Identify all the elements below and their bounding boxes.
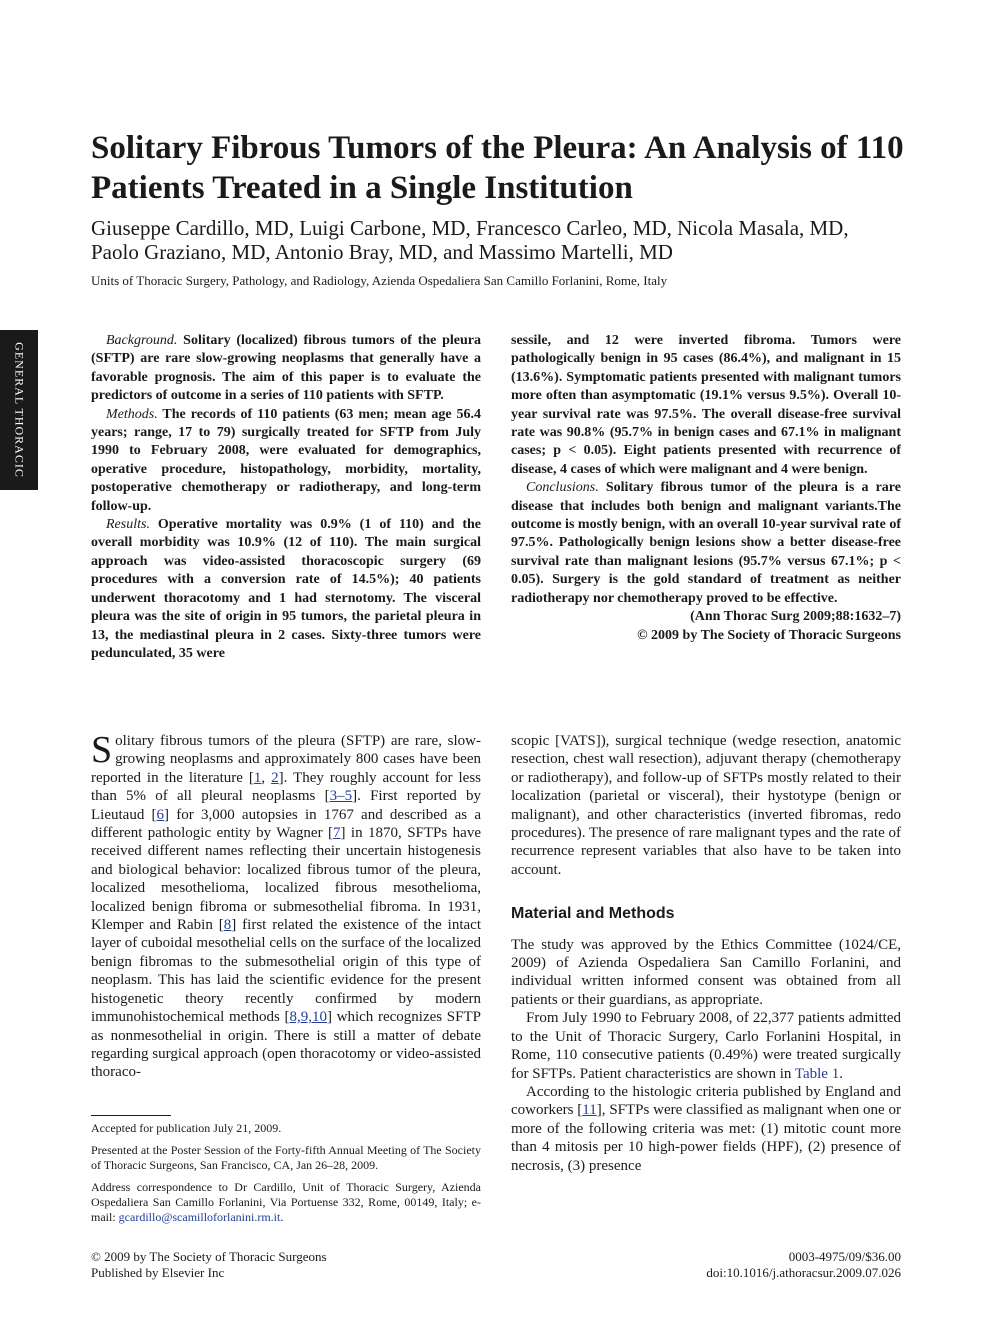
ref-link-8-9-10[interactable]: 8,9,10	[289, 1009, 327, 1026]
section-heading-methods: Material and Methods	[511, 905, 675, 923]
methods-text: The records of 110 patients (63 men; mean age 56.4 years; range, 17 to 79) surgically treated for SFTP from July 1990 to February 2008, were evaluated for demographics, operative procedure, histopathology, morbidity, mortality, postoperative chemotherapy or radiotherapy, and long-term follow-up.	[91, 406, 481, 514]
abstract-copyright: © 2009 by The Society of Thoracic Surgeons	[637, 627, 901, 643]
conclusions-text: Solitary fibrous tumor of the pleura is a rare disease that includes both benign and malignant variants.The outcome is mostly benign, with an overall 10-year survival rate of 97.5%. Pathologically benign lesions show a better disease-free survival rate than malignant lesions (95.7% versus 67.1%; p < 0.05). Surgery is the gold standard of treatment as neither radiotherapy nor chemotherapy proved to be effective.	[511, 480, 901, 606]
intro-paragraph: Solitary fibrous tumors of the pleura (SFTP) are rare, slow-growing neoplasms and approximately 800 cases have been reported in the literature [1, 2]. They roughly account for less than 5% of all pleural neoplasms [3–5]. First reported by Lieutaud [6] for 3,000 autopsies in 1767 and described as a different pathologic entity by Wagner [7] in 1870, SFTPs have received different names reflecting their uncertain histogenesis and biological behavior: localized fibrous tumor of the pleura, localized mesothelioma, localized fibrous mesothelioma, localized benign fibroma or submesothelial fibroma. In 1931, Klemper and Rabin [8] first related the existence of the intact layer of cuboidal mesothelial cells on the surface of the localized benign fibromas to the submesothelial origin of this type of neoplasm. This has laid the scientific evidence for the present histogenetic theory recently confirmed by modern immunohistochemical methods [8,9,10] which recognizes SFTP as nonmesothelial in origin. There is still a matter of debate regarding surgical approach (open thoracotomy or video-assisted thoraco-	[91, 729, 482, 1081]
footnote-accepted: Accepted for publication July 21, 2009.	[91, 1121, 282, 1135]
criteria-text-2: ], SFTPs were classified as malignant when one or more of the following criteria was met: (1) mitotic count more than 4 mitosis per 10 high-power fields (HPF), (2) presence of necrosis, (3) presence	[511, 1102, 901, 1174]
ref-link-11[interactable]: 11	[582, 1102, 597, 1119]
results-label: Results.	[106, 517, 150, 533]
journal-citation: (Ann Thorac Surg 2009;88:1632–7)	[690, 609, 901, 625]
intro-text-1: olitary fibrous tumors of the pleura (SFTP) are rare, slow-growing neoplasms and approximately 800 cases have been reported in the literature [	[91, 733, 481, 786]
abstract-background	[91, 332, 481, 406]
ref-link-1[interactable]: 1	[253, 769, 262, 786]
intro-text-4: ] for 3,000 autopsies in 1767 and described as a different pathologic entity by Wagner [	[91, 806, 481, 842]
patients-text: From July 1990 to February 2008, of 22,377 patients admitted to the Unit of Thoracic Surgery, Carlo Forlanini Hospital, in Rome, 110 consecutive patients (0.49%) were treated surgically for SFTPs. Patient characteristics are shown in	[511, 1010, 901, 1082]
footer-doi[interactable]: doi:10.1016/j.athoracsur.2009.07.026	[706, 1265, 901, 1280]
body-left-column	[91, 729, 482, 1082]
ref-link-3-5[interactable]: 3–5	[329, 788, 353, 805]
criteria-text-1: According to the histologic criteria published by England and coworkers [	[511, 1083, 901, 1119]
abstract-results	[91, 516, 481, 663]
ethics-paragraph: The study was approved by the Ethics Committee (1024/CE, 2009) of Azienda Ospedaliera San Camillo Forlanini, and individual written informed consent was obtained from all patients or their guardians, as appropriate.	[511, 936, 901, 1008]
table-1-link[interactable]: Table 1	[794, 1065, 840, 1082]
footer-publisher: Published by Elsevier Inc	[91, 1265, 225, 1280]
email-link[interactable]: gcardillo@scamilloforlanini.rm.it	[118, 1210, 281, 1224]
results-text: Operative mortality was 0.9% (1 of 110) and the overall morbidity was 10.9% (12 of 110). The main surgical approach was video-assisted thoracoscopic surgery (69 procedures with a conversion rate of 14.5%); 40 patients underwent thoracotomy and 1 had sternotomy. The visceral pleura was the site of origin in 95 tumors, the parietal pleura in 13, the mediastinal pleura in 2 cases. Sixty-three tumors were pedunculated, 35 were	[91, 517, 481, 661]
background-text: Solitary (localized) fibrous tumors of the pleura (SFTP) are rare slow-growing neoplasms that generally have a favorable prognosis. The aim of this paper is to evaluate the predictors of outcome in a series of 110 patients with SFTP.	[91, 333, 481, 404]
affiliation: Units of Thoracic Surgery, Pathology, and Radiology, Azienda Ospedaliera San Camillo Forlanini, Rome, Italy	[91, 273, 668, 288]
authors-line-2: Paolo Graziano, MD, Antonio Bray, MD, and Massimo Martelli, MD	[91, 240, 673, 264]
section-side-tab	[0, 330, 38, 490]
footnote-divider	[91, 1115, 171, 1116]
abstract-methods	[91, 406, 481, 516]
intro-text-6: ] first related the existence of the intact layer of cuboidal mesothelial cells on the surface of the localized benign fibromas to the submesothelial origin of this type of neoplasm. This has laid the scientific evidence for the present histogenetic theory recently confirmed by modern immunohistochemical methods [	[91, 917, 481, 1026]
patients-text-end: .	[839, 1065, 843, 1082]
author-list	[91, 216, 911, 264]
abstract-right-column	[511, 332, 901, 645]
criteria-paragraph	[511, 1083, 901, 1175]
footnote-presented: Presented at the Poster Session of the Forty-fifth Annual Meeting of The Society of Thoracic Surgeons, San Francisco, CA, Jan 26–28, 2009.	[91, 1143, 481, 1172]
side-tab-label: GENERAL THORACIC	[12, 342, 27, 478]
ref-link-8[interactable]: 8	[223, 917, 232, 934]
intro-text-3: ]. First reported by Lieutaud [	[91, 788, 481, 823]
intro-text-2: ]. They roughly account for less than 5% of all pleural neoplasms [	[91, 769, 482, 805]
article-title: Solitary Fibrous Tumors of the Pleura: An Analysis of 110 Patients Treated in a Single Institution	[91, 130, 904, 206]
footer-right	[501, 1249, 901, 1281]
drop-cap: S	[91, 729, 113, 771]
patients-paragraph	[511, 1009, 901, 1083]
background-label: Background.	[106, 333, 178, 348]
intro-text-5: ] in 1870, SFTPs have received different names reflecting their uncertain histogenesis and biological behavior: localized fibrous tumor of the pleura, localized mesothelioma, localized fibrous mesothelioma, localized benign fibroma or submesothelial fibroma. In 1931, Klemper and Rabin [	[91, 825, 481, 934]
abstract-results-continued: sessile, and 12 were inverted fibroma. Tumors were pathologically benign in 95 cases (86.4%), and malignant in 15 (13.6%). Symptomatic patients presented with malignant tumors more often than asymptomatic (19.1% versus 9.5%). Overall 10-year survival rate was 97.5%. The overall disease-free survival rate was 90.8% (95.7% in benign cases and 67.1% in malignant cases; p < 0.05). Eight patients presented with recurrence of disease, 4 cases of which were malignant and 4 were benign.	[511, 333, 901, 477]
conclusions-label: Conclusions.	[526, 480, 599, 496]
ref-link-6[interactable]: 6	[156, 806, 165, 823]
authors-line-1: Giuseppe Cardillo, MD, Luigi Carbone, MD, Francesco Carleo, MD, Nicola Masala, MD,	[91, 216, 849, 240]
abstract-left-column	[91, 332, 481, 663]
footnotes	[91, 1121, 481, 1232]
intro-text-7: ] which recognizes SFTP as nonmesothelial in origin. There is still a matter of debate regarding surgical approach (open thoracotomy or video-assisted thoraco-	[91, 1009, 481, 1081]
ref-link-7[interactable]: 7	[333, 825, 341, 842]
footer-issn: 0003-4975/09/$36.00	[788, 1249, 901, 1264]
intro-paragraph-continued: scopic [VATS]), surgical technique (wedge resection, anatomic resection, chest wall resection), adjuvant therapy (chemotherapy or radiotherapy), and follow-up of SFTPs mostly related to their localization (parietal or visceral), their hystotype (benign or malignant), and other characteristics (inverted fibromas, redo procedures). The presence of rare malignant types and the rate of recurrence represent variables that also have to be taken into account.	[511, 733, 901, 878]
footnote-address	[91, 1180, 481, 1225]
abstract-conclusions	[511, 479, 901, 608]
footer-copyright: © 2009 by The Society of Thoracic Surgeons	[91, 1249, 327, 1264]
ref-link-2[interactable]: 2	[271, 769, 279, 786]
body-right-column	[511, 732, 901, 1175]
address-end: .	[280, 1210, 284, 1224]
address-text: Address correspondence to Dr Cardillo, Unit of Thoracic Surgery, Azienda Ospedaliera San Camillo Forlanini, Via Portuense 332, Rome, 00149, Italy; e-mail:	[91, 1180, 481, 1224]
methods-label: Methods.	[106, 406, 158, 422]
footer-left	[91, 1249, 491, 1281]
